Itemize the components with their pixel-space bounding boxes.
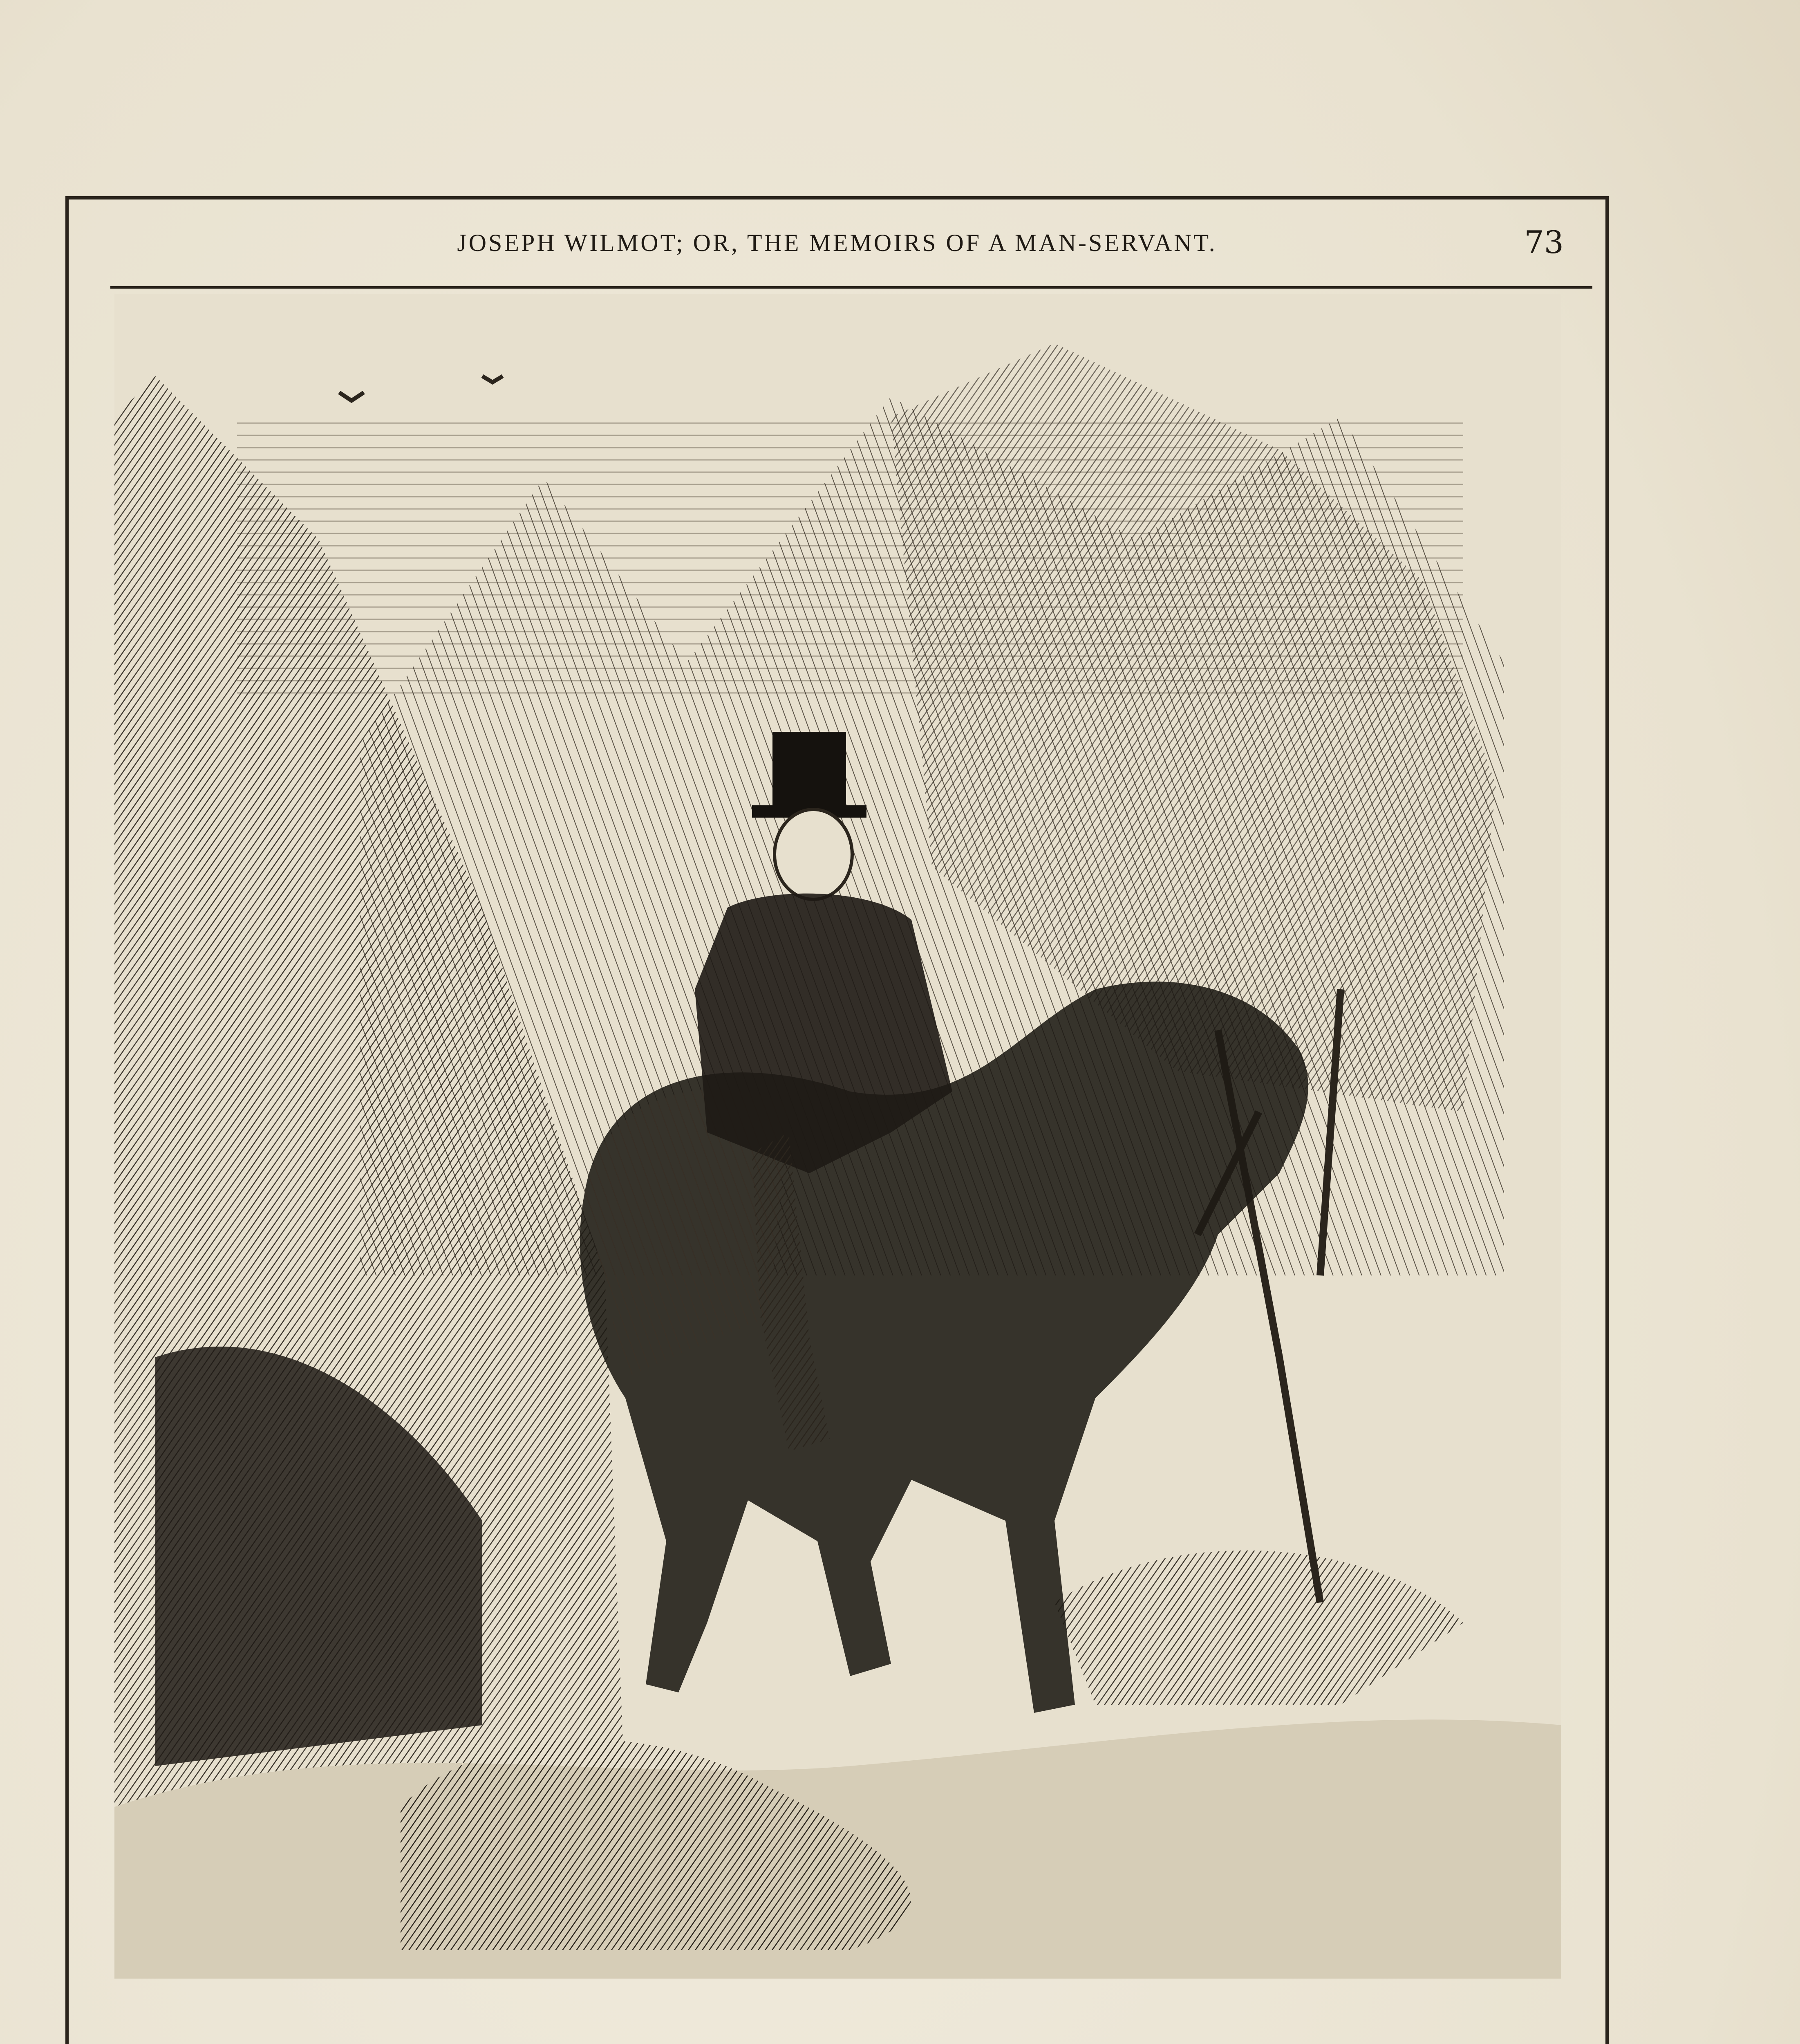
- running-header: [65, 217, 1609, 278]
- engraving-svg: [114, 294, 1561, 1979]
- header-rule: [110, 286, 1592, 289]
- top-hat: [772, 732, 846, 814]
- page-number: 73: [1524, 224, 1564, 260]
- engraving-horseman-illustration: [114, 294, 1561, 1979]
- running-title: JOSEPH WILMOT; OR, THE MEMOIRS OF A MAN-SERVANT.: [457, 229, 1217, 256]
